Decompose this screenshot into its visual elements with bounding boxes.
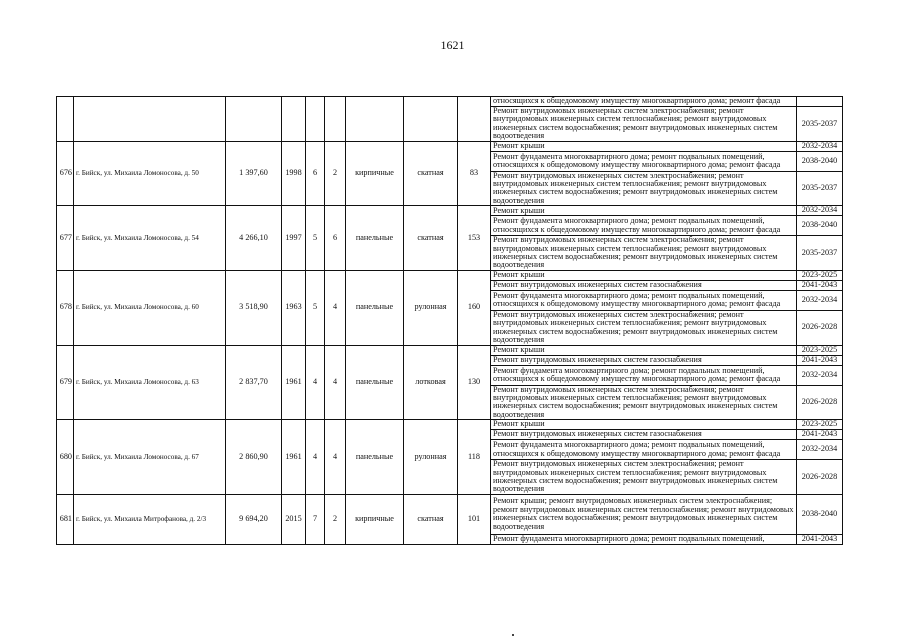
work-period: 2032-2034 [797, 141, 843, 151]
work-description: Ремонт фундамента многоквартирного дома; ремонт подвальных помещений, относящихся к общедомовому имуществу многоквартирного дома; ремонт фасада [491, 216, 797, 236]
floors: 4 [306, 420, 325, 495]
entrances: 4 [325, 270, 346, 345]
work-period: 2026-2028 [797, 310, 843, 345]
work-description: Ремонт фундамента многоквартирного дома; ремонт подвальных помещений, относящихся к общедомовому имуществу многоквартирного дома; ремонт фасада [491, 365, 797, 385]
work-period: 2041-2043 [797, 280, 843, 290]
roof-type: скатная [404, 494, 458, 544]
wall-material: панельные [346, 206, 404, 271]
year-built [282, 97, 306, 142]
address: г. Бийск, ул. Михаила Ломоносова, д. 50 [74, 141, 226, 206]
table-row [57, 97, 843, 107]
work-period: 2026-2028 [797, 385, 843, 420]
floors: 5 [306, 270, 325, 345]
work-period: 2023-2025 [797, 420, 843, 430]
scan-speck [512, 634, 514, 636]
roof-type: рулонная [404, 270, 458, 345]
address: г. Бийск, ул. Михаила Ломоносова, д. 54 [74, 206, 226, 271]
capital-repair-table [56, 96, 843, 545]
floors: 6 [306, 141, 325, 206]
residents [458, 97, 491, 142]
work-period: 2023-2025 [797, 270, 843, 280]
work-period: 2032-2034 [797, 365, 843, 385]
work-description: Ремонт внутридомовых инженерных систем газоснабжения [491, 430, 797, 440]
wall-material: кирпичные [346, 141, 404, 206]
table-row [57, 420, 843, 430]
work-period: 2038-2040 [797, 151, 843, 171]
floors: 5 [306, 206, 325, 271]
work-description: Ремонт крыши [491, 141, 797, 151]
year-built: 1961 [282, 420, 306, 495]
area: 4 266,10 [226, 206, 282, 271]
entrances [325, 97, 346, 142]
year-built: 1997 [282, 206, 306, 271]
area [226, 97, 282, 142]
row-number: 677 [57, 206, 74, 271]
work-period: 2035-2037 [797, 107, 843, 142]
page-number: 1621 [440, 38, 465, 52]
work-period: 2038-2040 [797, 216, 843, 236]
roof-type: скатная [404, 141, 458, 206]
area: 2 837,70 [226, 345, 282, 420]
address: г. Бийск, ул. Михаила Ломоносова, д. 63 [74, 345, 226, 420]
work-description: Ремонт фундамента многоквартирного дома; ремонт подвальных помещений, относящихся к общедомовому имуществу многоквартирного дома; ремонт фасада [491, 290, 797, 310]
residents: 118 [458, 420, 491, 495]
work-description: Ремонт фундамента многоквартирного дома; ремонт подвальных помещений, относящихся к общедомовому имуществу многоквартирного дома; ремонт фасада [491, 151, 797, 171]
work-period: 2035-2037 [797, 171, 843, 206]
table-row [57, 494, 843, 534]
work-period: 2026-2028 [797, 460, 843, 495]
address: г. Бийск, ул. Михаила Ломоносова, д. 60 [74, 270, 226, 345]
year-built: 2015 [282, 494, 306, 544]
work-description: Ремонт внутридомовых инженерных систем электроснабжения; ремонт внутридомовых инженерных систем теплоснабжения; ремонт внутридомовых инженерных систем водоснабжения; ремонт внутридомовых инженерных систем водоотведения [491, 236, 797, 271]
work-period: 2032-2034 [797, 206, 843, 216]
wall-material [346, 97, 404, 142]
work-description: Ремонт внутридомовых инженерных систем электроснабжения; ремонт внутридомовых инженерных систем теплоснабжения; ремонт внутридомовых инженерных систем водоснабжения; ремонт внутридомовых инженерных систем водоотведения [491, 385, 797, 420]
entrances: 6 [325, 206, 346, 271]
table-row [57, 141, 843, 151]
roof-type: скатная [404, 206, 458, 271]
table-body [57, 97, 843, 545]
wall-material: панельные [346, 420, 404, 495]
residents: 130 [458, 345, 491, 420]
year-built: 1998 [282, 141, 306, 206]
residents: 83 [458, 141, 491, 206]
work-description: Ремонт внутридомовых инженерных систем электроснабжения; ремонт внутридомовых инженерных систем теплоснабжения; ремонт внутридомовых инженерных систем водоснабжения; ремонт внутридомовых инженерных систем водоотведения [491, 310, 797, 345]
year-built: 1963 [282, 270, 306, 345]
address: г. Бийск, ул. Михаила Митрофанова, д. 2/3 [74, 494, 226, 544]
wall-material: кирпичные [346, 494, 404, 544]
residents: 153 [458, 206, 491, 271]
entrances: 2 [325, 494, 346, 544]
row-number: 678 [57, 270, 74, 345]
wall-material: панельные [346, 270, 404, 345]
table-row [57, 345, 843, 355]
floors [306, 97, 325, 142]
work-description: Ремонт крыши [491, 206, 797, 216]
work-period: 2032-2034 [797, 290, 843, 310]
work-period: 2038-2040 [797, 494, 843, 534]
row-number [57, 97, 74, 142]
floors: 7 [306, 494, 325, 544]
work-description: Ремонт крыши; ремонт внутридомовых инженерных систем электроснабжения; ремонт внутридомовых инженерных систем теплоснабжения; ремонт внутридомовых инженерных систем водоснабжения; ремонт внутридомовых инженерных систем водоотведения [491, 494, 797, 534]
work-period: 2041-2043 [797, 355, 843, 365]
roof-type: лотковая [404, 345, 458, 420]
work-description: относящихся к общедомовому имуществу многоквартирного дома; ремонт фасада [491, 97, 797, 107]
work-period: 2032-2034 [797, 440, 843, 460]
work-description: Ремонт внутридомовых инженерных систем газоснабжения [491, 280, 797, 290]
roof-type: рулонная [404, 420, 458, 495]
row-number: 679 [57, 345, 74, 420]
area: 9 694,20 [226, 494, 282, 544]
work-period [797, 97, 843, 107]
row-number: 680 [57, 420, 74, 495]
floors: 4 [306, 345, 325, 420]
work-description: Ремонт внутридомовых инженерных систем электроснабжения; ремонт внутридомовых инженерных систем теплоснабжения; ремонт внутридомовых инженерных систем водоснабжения; ремонт внутридомовых инженерных систем водоотведения [491, 107, 797, 142]
row-number: 676 [57, 141, 74, 206]
entrances: 2 [325, 141, 346, 206]
work-description: Ремонт фундамента многоквартирного дома; ремонт подвальных помещений, относящихся к общедомовому имуществу многоквартирного дома; ремонт фасада [491, 440, 797, 460]
row-number: 681 [57, 494, 74, 544]
address [74, 97, 226, 142]
work-description: Ремонт крыши [491, 270, 797, 280]
table-row [57, 270, 843, 280]
wall-material: панельные [346, 345, 404, 420]
entrances: 4 [325, 345, 346, 420]
address: г. Бийск, ул. Михаила Ломоносова, д. 67 [74, 420, 226, 495]
work-description: Ремонт крыши [491, 345, 797, 355]
work-description: Ремонт внутридомовых инженерных систем электроснабжения; ремонт внутридомовых инженерных систем теплоснабжения; ремонт внутридомовых инженерных систем водоснабжения; ремонт внутридомовых инженерных систем водоотведения [491, 460, 797, 495]
work-description: Ремонт внутридомовых инженерных систем электроснабжения; ремонт внутридомовых инженерных систем теплоснабжения; ремонт внутридомовых инженерных систем водоснабжения; ремонт внутридомовых инженерных систем водоотведения [491, 171, 797, 206]
area: 1 397,60 [226, 141, 282, 206]
work-description: Ремонт фундамента многоквартирного дома; ремонт подвальных помещений, [491, 534, 797, 544]
roof-type [404, 97, 458, 142]
area: 2 860,90 [226, 420, 282, 495]
residents: 101 [458, 494, 491, 544]
work-period: 2023-2025 [797, 345, 843, 355]
table-row [57, 206, 843, 216]
residents: 160 [458, 270, 491, 345]
area: 3 518,90 [226, 270, 282, 345]
work-period: 2041-2043 [797, 534, 843, 544]
year-built: 1961 [282, 345, 306, 420]
work-period: 2041-2043 [797, 430, 843, 440]
work-description: Ремонт крыши [491, 420, 797, 430]
work-period: 2035-2037 [797, 236, 843, 271]
entrances: 4 [325, 420, 346, 495]
work-description: Ремонт внутридомовых инженерных систем газоснабжения [491, 355, 797, 365]
